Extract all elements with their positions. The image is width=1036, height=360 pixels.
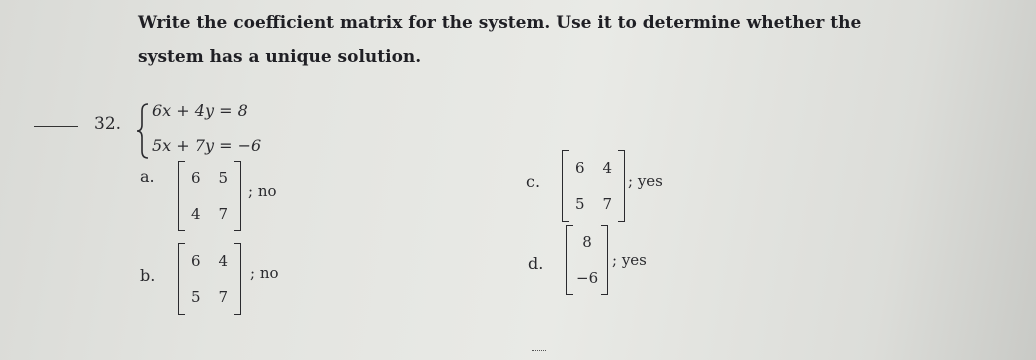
option-d-matrix	[566, 225, 608, 295]
option-b-label: b.	[140, 266, 156, 285]
matrix-cell: 7	[218, 288, 229, 306]
question-number: 32.	[94, 114, 122, 134]
right-bracket	[234, 243, 241, 315]
left-bracket	[178, 161, 185, 231]
option-d-verdict: ; yes	[612, 251, 647, 269]
option-a-label: a.	[140, 167, 155, 186]
matrix-cell: 5	[575, 195, 585, 213]
system-brace	[136, 103, 150, 159]
option-c-verdict: ; yes	[628, 172, 663, 190]
option-c-matrix	[562, 150, 625, 222]
answer-blank	[34, 126, 78, 127]
option-b-matrix	[178, 243, 241, 315]
matrix-cell: 5	[191, 288, 201, 306]
matrix-cell: 6	[575, 159, 585, 177]
matrix-cell: 4	[191, 205, 201, 223]
left-bracket	[562, 150, 569, 222]
right-bracket	[618, 150, 625, 222]
left-bracket	[178, 243, 185, 315]
matrix-cell: 6	[191, 169, 201, 187]
matrix-cell: 6	[191, 252, 201, 270]
matrix-cell: 7	[218, 205, 229, 223]
matrix-cell: −6	[576, 269, 599, 287]
option-b-verdict: ; no	[250, 264, 279, 282]
instructions: Write the coefficient matrix for the system. Use it to determine whether the system has a unique solution.	[138, 13, 862, 67]
matrix-cell: 4	[218, 252, 229, 270]
right-bracket	[234, 161, 241, 231]
matrix-cell: 7	[602, 195, 613, 213]
left-bracket	[566, 225, 573, 295]
matrix-cell: 5	[218, 169, 229, 187]
option-c-label: c.	[526, 172, 541, 191]
matrix-cell: 8	[582, 233, 592, 251]
page-number-mark	[532, 350, 546, 355]
matrix-cell: 4	[602, 159, 613, 177]
option-d-label: d.	[528, 254, 544, 273]
option-a-matrix	[178, 161, 241, 231]
equation-1: 6x + 4y = 8	[152, 101, 248, 120]
right-bracket	[601, 225, 608, 295]
option-a-verdict: ; no	[248, 182, 277, 200]
equation-2: 5x + 7y = −6	[152, 136, 262, 155]
